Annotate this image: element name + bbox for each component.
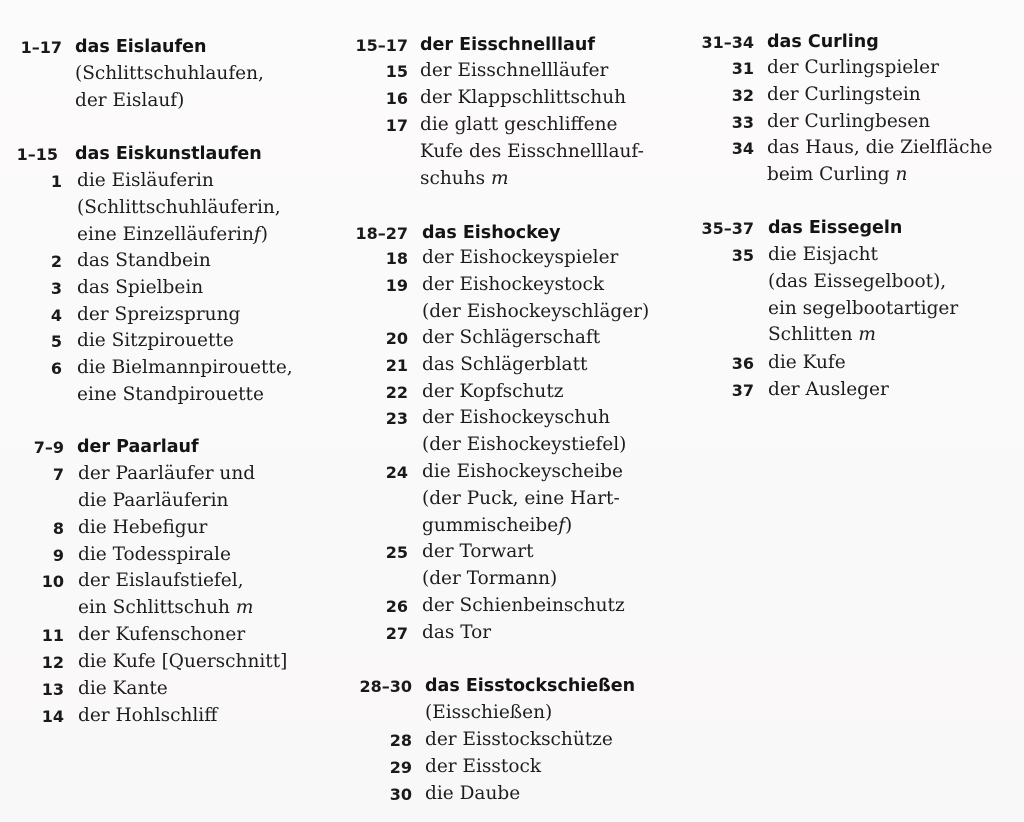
item-number: 2 <box>50 252 62 271</box>
item-label: der Eislaufstiefel, ein Schlittschuh m <box>78 570 254 618</box>
item-label: die Hebefigur <box>78 517 208 538</box>
item-label: die Todesspirale <box>78 544 231 565</box>
item-number: 31 <box>731 59 754 78</box>
item-number: 31–34 <box>701 33 754 52</box>
item-label: das Standbein <box>77 250 211 271</box>
item-label: das Spielbein <box>77 277 204 298</box>
item-label: der Torwart (der Tormann) <box>422 541 558 589</box>
item-label: der Ausleger <box>768 379 889 400</box>
item-label: der Eisstock <box>425 756 542 777</box>
item-label: der Eishockeyspieler <box>422 247 619 268</box>
item-label: die Kante <box>78 678 168 699</box>
item-number: 13 <box>41 680 64 699</box>
item-label: die Eishockeyscheibe (der Puck, eine Hart- gummischeibef) <box>422 461 623 536</box>
item-number: 24 <box>385 463 408 482</box>
item-label: die glatt geschliffene Kufe des Eisschnelllauf- schuhs m <box>420 114 644 189</box>
item-number: 11 <box>41 626 64 645</box>
item-number: 14 <box>41 707 64 726</box>
item-label: der Kopfschutz <box>422 381 564 402</box>
item-label: das Eislaufen <box>75 37 207 57</box>
item-number: 29 <box>389 758 412 777</box>
item-number: 5 <box>50 332 62 351</box>
item-label: der Paarlauf <box>77 437 199 457</box>
item-number: 3 <box>50 279 62 298</box>
item-label: (Eisschießen) <box>425 702 553 723</box>
item-number: 12 <box>41 653 64 672</box>
item-label: der Eisschnelllauf <box>420 35 595 55</box>
item-number: 1 <box>50 172 62 191</box>
item-number: 26 <box>385 597 408 616</box>
item-number: 19 <box>385 276 408 295</box>
item-number: 27 <box>385 624 408 643</box>
item-number: 20 <box>385 329 408 348</box>
item-number: 32 <box>731 86 754 105</box>
item-number: 10 <box>41 572 64 591</box>
item-number: 34 <box>731 139 754 158</box>
item-number: 8 <box>52 519 64 538</box>
item-number: 36 <box>731 354 754 373</box>
item-number: 30 <box>389 785 412 804</box>
item-label: die Bielmannpirouette, eine Standpirouette <box>77 357 293 405</box>
item-number: 7 <box>52 465 64 484</box>
item-label: die Daube <box>425 783 521 804</box>
item-number: 17 <box>385 116 408 135</box>
item-label: der Eisstockschütze <box>425 729 613 750</box>
item-number: 1–17 <box>20 38 62 57</box>
item-label: der Spreizsprung <box>77 304 241 325</box>
item-number: 6 <box>50 359 62 378</box>
item-number: 1–15 <box>16 145 58 164</box>
item-label: der Hohlschliff <box>78 705 218 726</box>
item-label: das Haus, die Zielfläche beim Curling n <box>767 137 993 185</box>
item-number: 18 <box>385 249 408 268</box>
item-number: 22 <box>385 383 408 402</box>
item-label: der Curlingbesen <box>767 111 931 132</box>
item-label: das Eiskunstlaufen <box>75 144 262 164</box>
item-label: das Schlägerblatt <box>422 354 588 375</box>
item-label: der Kufenschoner <box>78 624 246 645</box>
item-label: das Eissegeln <box>768 218 903 238</box>
item-number: 35 <box>731 246 754 265</box>
item-label: der Klappschlittschuh <box>420 87 627 108</box>
item-label: das Eisstockschießen <box>425 676 636 696</box>
item-number: 23 <box>385 409 408 428</box>
item-number: 7–9 <box>33 438 64 457</box>
item-number: 4 <box>50 306 62 325</box>
item-number: 15–17 <box>355 36 408 55</box>
item-label: der Schienbeinschutz <box>422 595 625 616</box>
item-number: 16 <box>385 89 408 108</box>
item-label: der Eishockeystock (der Eishockeyschläger) <box>422 274 650 322</box>
item-number: 33 <box>731 113 754 132</box>
item-label: das Eishockey <box>422 223 561 243</box>
item-label: die Kufe [Querschnitt] <box>78 651 288 672</box>
item-label: der Paarläufer und die Paarläuferin <box>78 463 256 511</box>
item-label: die Eisjacht (das Eissegelboot), ein segelbootartiger Schlitten m <box>768 244 959 346</box>
item-label: der Eishockeyschuh (der Eishockeystiefel) <box>422 407 627 455</box>
item-number: 28–30 <box>359 677 412 696</box>
item-number: 9 <box>52 546 64 565</box>
item-label: das Tor <box>422 622 492 643</box>
item-label: der Eisschnellläufer <box>420 60 609 81</box>
item-label: der Curlingspieler <box>767 57 939 78</box>
item-number: 21 <box>385 356 408 375</box>
item-label: das Curling <box>767 32 879 52</box>
item-number: 37 <box>731 381 754 400</box>
item-label: die Eisläuferin (Schlittschuhläuferin, eine Einzelläuferinf) <box>77 170 281 245</box>
item-number: 28 <box>389 731 412 750</box>
item-label: die Sitzpirouette <box>77 330 234 351</box>
item-label: der Curlingstein <box>767 84 921 105</box>
item-label: der Schlägerschaft <box>422 327 601 348</box>
item-number: 25 <box>385 543 408 562</box>
item-label: die Kufe <box>768 352 846 373</box>
item-number: 15 <box>385 62 408 81</box>
item-label: (Schlittschuhlaufen, der Eislauf) <box>75 63 264 111</box>
item-number: 18–27 <box>355 224 408 243</box>
item-number: 35–37 <box>701 219 754 238</box>
